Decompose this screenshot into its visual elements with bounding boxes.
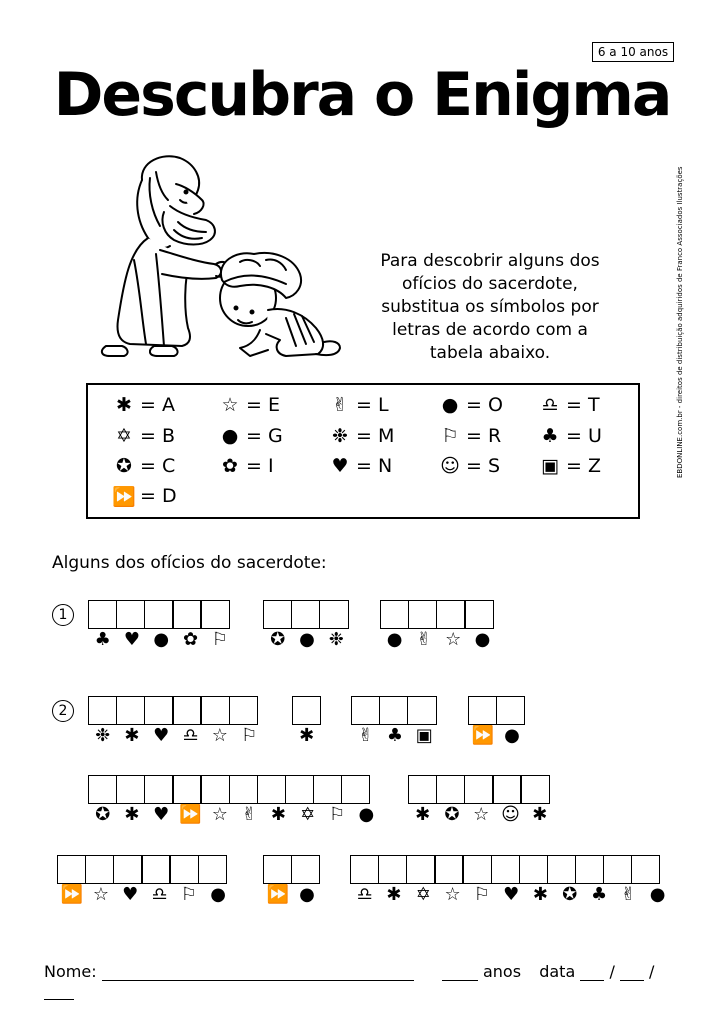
cipher-symbol: ✱ [124,725,140,746]
cipher-symbol: ✱ [270,804,286,825]
answer-box[interactable] [491,855,520,884]
key-entry [438,454,500,478]
key-entry [328,393,389,417]
answer-box[interactable] [144,696,173,725]
key-symbol: ▣ [541,455,559,477]
cipher-symbol: ⏩ [266,884,289,905]
answer-box[interactable] [200,775,229,804]
puzzle-word [468,696,527,747]
key-entry [218,454,274,478]
puzzle-word [380,600,497,651]
answer-box[interactable] [406,855,435,884]
answer-box[interactable] [319,600,348,629]
cipher-symbol: ✱ [415,804,431,825]
puzzle-word [263,600,351,651]
cipher-symbol: ☆ [92,884,110,905]
key-entry [218,393,280,417]
cipher-symbol: ✿ [182,629,199,650]
key-symbol: ⚐ [441,425,459,447]
answer-box[interactable] [547,855,576,884]
key-entry [218,424,283,448]
cipher-symbol: ✱ [532,884,548,905]
key-entry [328,424,394,448]
answer-box[interactable] [172,600,201,629]
cipher-symbol: ▣ [415,725,433,746]
key-letter: = G [246,425,283,447]
answer-box[interactable] [200,600,229,629]
answer-box[interactable] [341,775,370,804]
answer-box[interactable] [229,775,258,804]
key-letter: = L [356,394,389,416]
key-symbol: ☆ [221,394,239,416]
cipher-symbol: ● [299,884,315,905]
key-letter: = M [356,425,395,447]
credit-text: EBDONLINE.com.br - direitos de distribuição adquiridos de Franco Associados Ilustrações [676,166,684,478]
puzzle-word [408,775,554,826]
key-symbol: ❉ [332,425,348,447]
date-slash: / [649,962,655,981]
key-entry [538,424,602,448]
answer-box[interactable] [436,600,465,629]
answer-box[interactable] [88,600,117,629]
answer-box[interactable] [285,775,314,804]
cipher-symbol: ♣ [386,725,404,746]
key-symbol: ♣ [541,425,559,447]
puzzle-word [351,696,439,747]
key-entry [538,393,600,417]
answer-box[interactable] [291,855,320,884]
key-symbol: ✌ [332,394,348,416]
cipher-symbol: ✪ [270,629,286,650]
key-symbol: ♥ [331,455,349,477]
cipher-symbol: ⚐ [211,629,228,650]
cipher-symbol: ⚐ [241,725,258,746]
cipher-symbol: ✡ [415,884,431,905]
answer-box[interactable] [519,855,548,884]
answer-box[interactable] [351,696,380,725]
answer-box[interactable] [116,600,145,629]
key-entry [438,424,501,448]
answer-box[interactable] [575,855,604,884]
answer-box[interactable] [113,855,142,884]
answer-box[interactable] [257,775,286,804]
key-letter: = E [246,394,280,416]
key-entry [538,454,601,478]
page-title: Descubra o Enigma [53,60,671,130]
cipher-symbol: ✌ [416,629,432,650]
cipher-symbol: ☺ [501,804,520,825]
answer-box[interactable] [169,855,198,884]
answer-box[interactable] [462,855,491,884]
answer-box[interactable] [464,600,493,629]
cipher-symbol: ⚐ [473,884,490,905]
key-letter: = B [140,425,175,447]
name-field[interactable] [102,966,414,981]
cipher-symbol: ♣ [94,629,111,650]
cipher-symbol: ☆ [445,629,462,650]
cipher-symbol: ✡ [300,804,316,825]
key-entry [112,424,175,448]
date-label: data [539,962,576,981]
key-letter: = Z [566,455,601,477]
answer-box[interactable] [603,855,632,884]
answer-box[interactable] [436,775,465,804]
key-symbol: ✪ [116,455,132,477]
cipher-symbol: ✪ [95,804,111,825]
cipher-symbol: ⚐ [328,804,346,825]
cipher-symbol: ⏩ [471,725,494,746]
puzzle-word [88,775,381,826]
cipher-symbol: ✱ [532,804,548,825]
date-year-field[interactable] [44,985,74,1000]
cipher-symbol: ● [299,629,315,650]
answer-box[interactable] [313,775,342,804]
puzzle-word [292,696,321,747]
name-label: Nome: [44,962,97,981]
cipher-symbol: ♎ [356,884,373,905]
cipher-symbol: ☆ [473,804,490,825]
puzzle-word [88,600,234,651]
answer-box[interactable] [263,600,292,629]
key-letter: = N [356,455,393,477]
answer-box[interactable] [88,775,117,804]
answer-box[interactable] [350,855,379,884]
cipher-symbol: ✪ [444,804,460,825]
key-entry [112,393,175,417]
answer-box[interactable] [141,855,170,884]
answer-box[interactable] [496,696,525,725]
answer-box[interactable] [468,696,497,725]
answer-box[interactable] [57,855,86,884]
answer-box[interactable] [631,855,660,884]
answer-box[interactable] [88,696,117,725]
answer-box[interactable] [200,696,229,725]
cipher-symbol: ✌ [241,804,257,825]
cipher-symbol: ⚐ [180,884,197,905]
key-entry [328,454,392,478]
key-letter: = D [140,485,177,507]
cipher-symbol: ✌ [358,725,374,746]
answer-box[interactable] [229,696,258,725]
puzzle-word [88,696,264,747]
key-letter: = O [466,394,503,416]
puzzle-word [350,855,672,906]
cipher-symbol: ♣ [590,884,608,905]
cipher-symbol: ♥ [153,804,170,825]
cipher-symbol: ✱ [124,804,140,825]
answer-box[interactable] [407,696,436,725]
cipher-symbol: ❉ [328,629,344,650]
key-symbol: ● [221,425,239,447]
age-field[interactable] [442,966,478,981]
priest-anointing-illustration [90,150,350,365]
date-month-field[interactable] [620,966,644,981]
puzzle-word [263,855,322,906]
cipher-symbol: ⏩ [179,804,202,825]
answer-box[interactable] [116,775,145,804]
cipher-symbol: ● [649,884,666,905]
answer-box[interactable] [172,775,201,804]
answer-box[interactable] [263,855,292,884]
instructions: Para descobrir alguns dos ofícios do sacerdote, substitua os símbolos por letras de acordo com a tabela abaixo. [380,251,600,363]
answer-box[interactable] [379,696,408,725]
cipher-symbol: ♎ [182,725,199,746]
answer-box[interactable] [172,696,201,725]
answer-box[interactable] [378,855,407,884]
answer-box[interactable] [144,600,173,629]
age-badge: 6 a 10 anos [592,42,674,62]
answer-box[interactable] [198,855,227,884]
date-day-field[interactable] [580,966,604,981]
cipher-symbol: ✌ [620,884,636,905]
answer-box[interactable] [291,600,320,629]
key-entry [438,393,503,417]
key-letter: = C [140,455,176,477]
cipher-symbol: ● [153,629,170,650]
key-symbol: ✿ [222,455,238,477]
key-symbol: ✱ [116,394,132,416]
puzzle-word [57,855,233,906]
cipher-symbol: ♥ [503,884,520,905]
cipher-symbol: ❉ [95,725,111,746]
key-letter: = U [566,425,602,447]
cipher-symbol: ● [474,629,491,650]
answer-box[interactable] [380,600,409,629]
cipher-symbol: ♥ [153,725,170,746]
key-symbol: ● [441,394,459,416]
key-symbol: ☺ [440,455,460,477]
answer-box[interactable] [144,775,173,804]
key-symbol: ✡ [116,425,132,447]
key-letter: = S [466,455,501,477]
puzzle-number-1: 1 [52,604,74,626]
key-entry [112,454,175,478]
answer-box[interactable] [408,600,437,629]
answer-box[interactable] [464,775,493,804]
date-slash: / [609,962,615,981]
cipher-symbol: ☆ [211,725,228,746]
cipher-symbol: ⏩ [60,884,83,905]
symbol-key-table [86,383,640,519]
answer-box[interactable] [292,696,321,725]
key-entry [112,484,177,508]
section-subtitle: Alguns dos ofícios do sacerdote: [52,553,327,573]
cipher-symbol: ✱ [299,725,315,746]
age-label: anos [482,962,522,981]
answer-box[interactable] [116,696,145,725]
cipher-symbol: ✱ [386,884,402,905]
answer-box[interactable] [85,855,114,884]
answer-box[interactable] [520,775,549,804]
answer-box[interactable] [434,855,463,884]
key-symbol: ⏩ [112,485,136,508]
cipher-symbol: ☆ [444,884,461,905]
key-letter: = T [566,394,600,416]
key-letter: = I [246,455,274,477]
footer [44,962,684,986]
puzzle-number-2: 2 [52,700,74,722]
cipher-symbol: ● [386,629,403,650]
cipher-symbol: ☆ [211,804,228,825]
cipher-symbol: ✪ [562,884,578,905]
key-letter: = R [466,425,502,447]
cipher-symbol: ♥ [123,629,141,650]
key-symbol: ♎ [541,394,559,416]
key-letter: = A [140,394,175,416]
cipher-symbol: ♥ [122,884,139,905]
answer-box[interactable] [492,775,521,804]
cipher-symbol: ● [210,884,226,905]
cipher-symbol: ● [504,725,520,746]
cipher-symbol: ♎ [151,884,168,905]
cipher-symbol: ● [358,804,375,825]
answer-box[interactable] [408,775,437,804]
